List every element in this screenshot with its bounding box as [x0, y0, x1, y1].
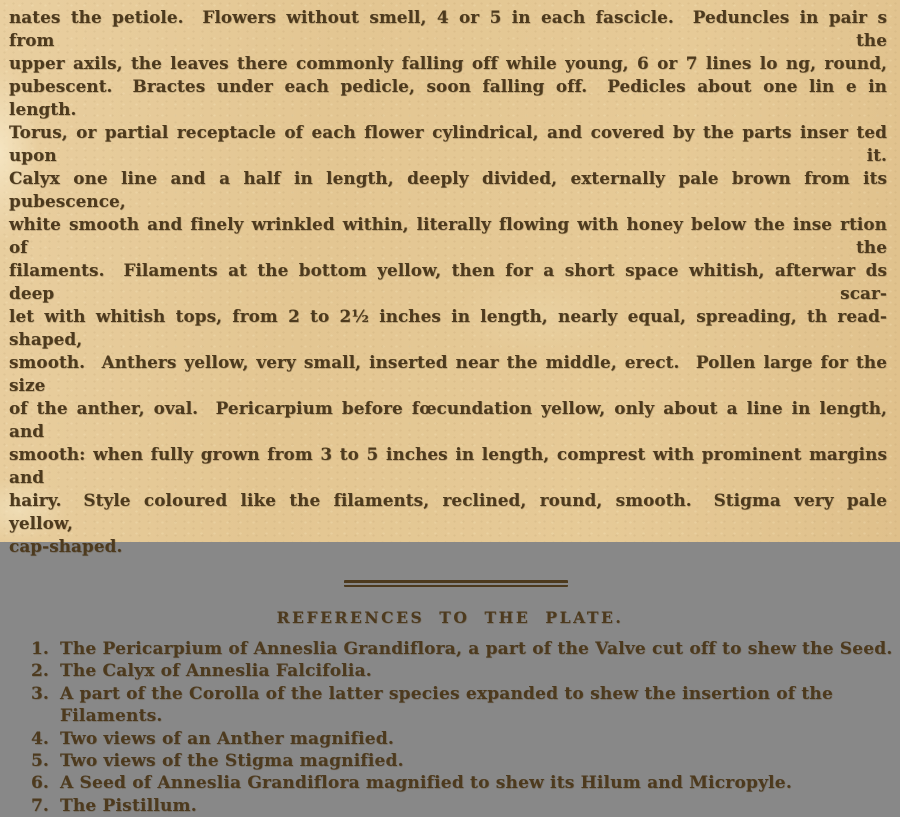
section-divider-rule	[344, 580, 568, 587]
list-item	[31, 728, 900, 750]
list-item	[31, 772, 900, 794]
item-text: A part of the Corolla of the latter species expanded to shew the insertion of the Filaments.	[60, 683, 834, 727]
references-heading: REFERENCES TO THE PLATE.	[276, 608, 624, 627]
text-line: filaments. Filaments at the bottom yellow, then for a short space whitish, afterwar ds deep scar-	[9, 260, 887, 303]
item-text: The Calyx of Anneslia Falcifolia.	[60, 661, 372, 682]
list-item	[31, 795, 900, 817]
text-line: of the anther, oval. Pericarpium before fœcundation yellow, only about a line in length, and	[9, 398, 887, 441]
text-line: white smooth and finely wrinkled within, literally flowing with honey below the inse rtion of the	[9, 214, 887, 257]
item-number: 2.	[31, 661, 49, 682]
item-number: 7.	[31, 795, 49, 816]
text-line: smooth: when fully grown from 3 to 5 inches in length, comprest with prominent margins and	[9, 444, 887, 487]
item-text: The Pericarpium of Anneslia Grandiflora, a part of the Valve cut off to shew the Seed.	[60, 639, 893, 659]
text-line: nates the petiole. Flowers without smell, 4 or 5 in each fascicle. Peduncles in pair s from the	[9, 7, 887, 50]
item-number: 4.	[31, 728, 49, 749]
text-line: hairy. Style coloured like the filaments, reclined, round, smooth. Stigma very pale yellow,	[9, 490, 887, 533]
item-number: 3.	[31, 683, 49, 704]
item-text: Two views of the Stigma magnified.	[60, 751, 404, 772]
text-line: pubescent. Bractes under each pedicle, soon falling off. Pedicles about one lin e in length.	[9, 76, 887, 119]
text-line: upper axils, the leaves there commonly falling off while young, 6 or 7 lines lo ng, round,	[9, 53, 887, 73]
list-item	[31, 750, 900, 772]
text-line: smooth. Anthers yellow, very small, inserted near the middle, erect. Pollen large for the size	[9, 352, 887, 395]
list-item	[31, 638, 900, 660]
text-line: Calyx one line and a half in length, deeply divided, externally pale brown from its pubescence,	[9, 168, 887, 211]
item-number: 5.	[31, 751, 49, 772]
list-item	[31, 660, 900, 682]
item-text: The Pistillum.	[60, 795, 197, 816]
text-line: let with whitish tops, from 2 to 2½ inches in length, nearly equal, spreading, th read-shaped,	[9, 306, 887, 349]
references-list	[0, 638, 900, 817]
item-number: 6.	[31, 773, 49, 794]
list-item	[31, 683, 900, 728]
item-number: 1.	[31, 639, 49, 659]
text-line: cap-shaped.	[9, 536, 123, 556]
item-text: A Seed of Anneslia Grandiflora magnified to shew its Hilum and Micropyle.	[60, 773, 792, 794]
text-line: Torus, or partial receptacle of each flower cylindrical, and covered by the parts inser ted upon it.	[9, 122, 887, 165]
item-text: Two views of an Anther magnified.	[60, 728, 394, 749]
